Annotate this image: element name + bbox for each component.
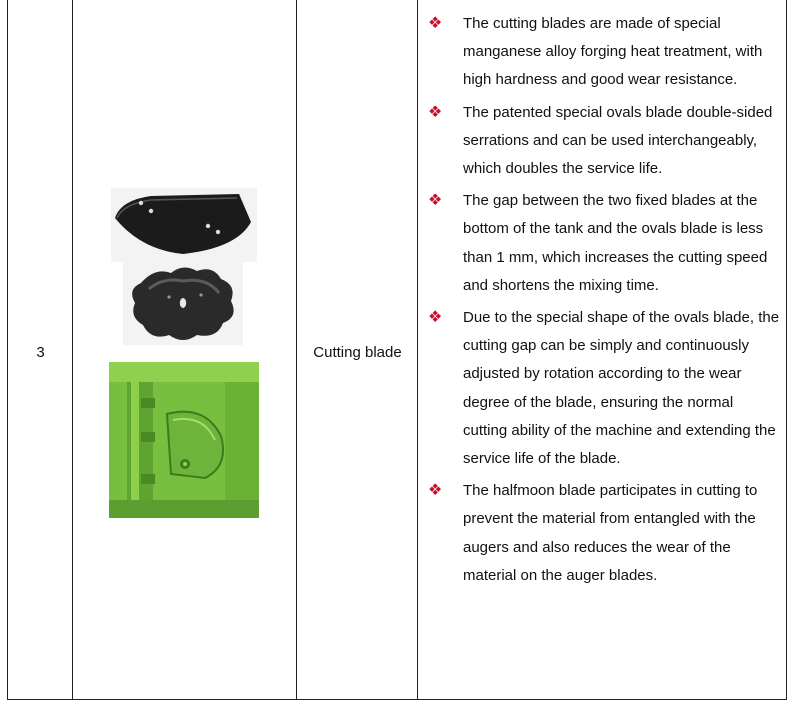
image-column xyxy=(73,0,297,699)
name-column xyxy=(297,0,418,699)
red-diamond-cluster-icon: ❖ xyxy=(428,15,443,32)
red-diamond-cluster-icon: ❖ xyxy=(428,309,443,327)
installed-blade-photo xyxy=(109,362,259,518)
row-number: 3 xyxy=(36,344,45,361)
features-column xyxy=(418,0,786,699)
spec-table xyxy=(7,0,787,700)
feature-list xyxy=(428,10,780,594)
red-diamond-cluster-icon: ❖ xyxy=(428,103,443,121)
list-item: ❖ The gap between the two fixed blades at the bottom of the tank and the ovals blade is less than 1 mm, which increases the cutting speed and shortens the mixing time. xyxy=(428,187,780,300)
list-item: ❖ The cutting blades are made of special manganese alloy forging heat treatment, with high hardness and good wear resistance. xyxy=(428,10,780,95)
red-diamond-cluster-icon: ❖ xyxy=(428,482,443,500)
halfmoon-blade-photo xyxy=(111,188,257,262)
number-column xyxy=(8,0,73,699)
part-name: Cutting blade xyxy=(313,344,402,361)
red-diamond-cluster-icon: ❖ xyxy=(428,192,443,210)
list-item: ❖ The halfmoon blade participates in cutting to prevent the material from entangled with the augers and also reduces the wear of the material on the auger blades. xyxy=(428,477,780,590)
list-item: ❖ Due to the special shape of the ovals blade, the cutting gap can be simply and continuously adjusted by rotation according to the wear degree of the blade, ensuring the normal cutting ability of the machine and extending the service life of the blade. xyxy=(428,304,780,473)
ovals-blade-photo xyxy=(123,261,243,345)
list-item: ❖ The patented special ovals blade double-sided serrations and can be used interchangeably, which doubles the service life. xyxy=(428,99,780,184)
